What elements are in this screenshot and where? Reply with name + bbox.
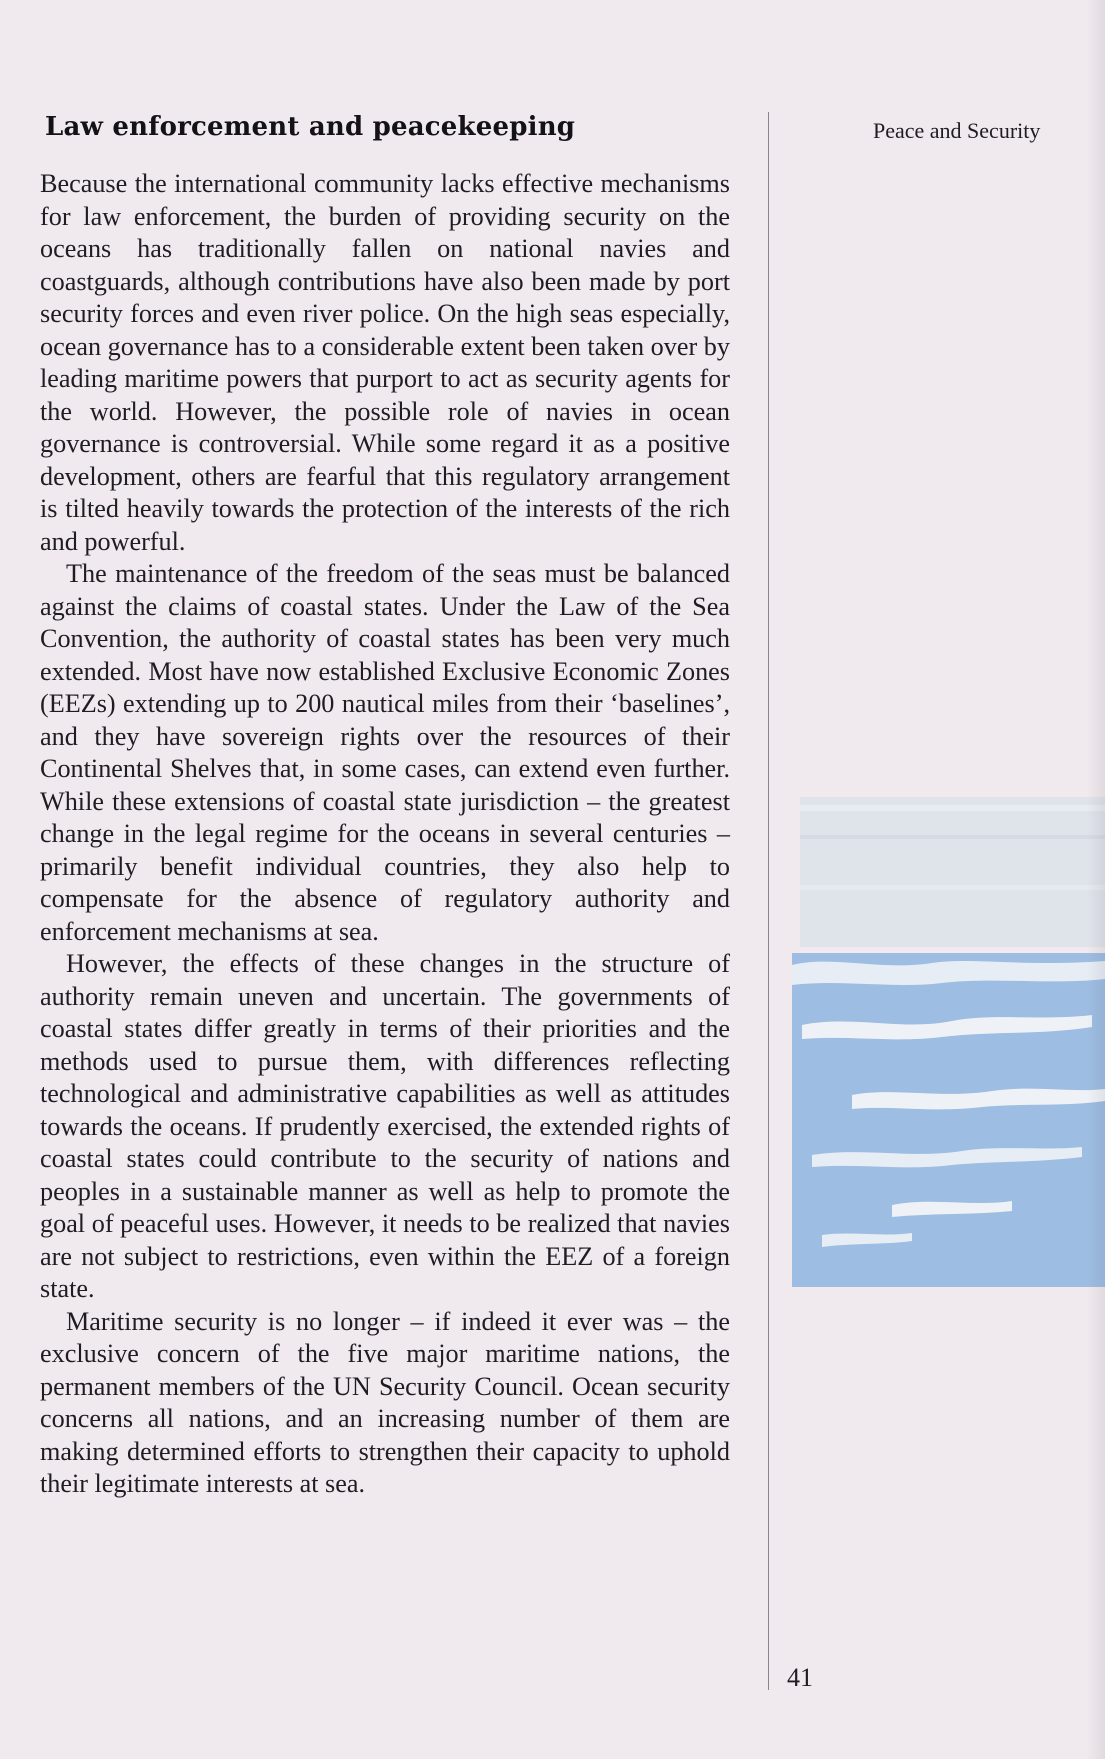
section-heading: Law enforcement and peacekeeping (45, 112, 576, 142)
paragraph-3: However, the effects of these changes in the structure of authority remain uneven and uncertain. The governments of coastal states differ greatly in terms of their priorities and the methods used to pursue them, with differences reflecting technological and administrative capabilities as well as attitudes towards the oceans. If prudently exercised, the extended rights of coastal states could contribute to the security of nations and peoples in a sustainable manner as well as help to promote the goal of peaceful uses. However, it needs to be realized that navies are not subject to restrictions, even within the EEZ of a foreign state. (40, 949, 730, 1303)
main-text-column (40, 112, 730, 1501)
ocean-photo (792, 795, 1105, 1287)
page-edge-shadow (1087, 0, 1105, 1759)
paragraph-2: The maintenance of the freedom of the seas must be balanced against the claims of coastal states. Under the Law of the Sea Convention, the authority of coastal states has been very much extended. Most have now established Exclusive Economic Zones (EEZs) extending up to 200 nautical miles from their ‘baselines’, and they have sovereign rights over the resources of their Continental Shelves that, in some cases, can extend even further. While these extensions of coastal state jurisdiction – the greatest change in the legal regime for the oceans in several centuries – primarily benefit individual countries, they also help to compensate for the absence of regulatory authority and enforcement mechanisms at sea. (40, 559, 730, 946)
paragraph-1: Because the international community lacks effective mechanisms for law enforcement, the burden of providing security on the oceans has traditionally fallen on national navies and coastguards, although contributions have also been made by port security forces and even river police. On the high seas especially, ocean governance has to a considerable extent been taken over by leading maritime powers that purport to act as security agents for the world. However, the possible role of navies in ocean governance is controversial. While some regard it as a positive development, others are fearful that this regulatory arrangement is tilted heavily towards the protection of the interests of the rich and powerful. (40, 169, 730, 556)
page-number: 41 (787, 1663, 813, 1692)
paragraph-4: Maritime security is no longer – if indeed it ever was – the exclusive concern of the five major maritime nations, the permanent members of the UN Security Council. Ocean security concerns all nations, and an increasing number of them are making determined efforts to strengthen their capacity to uphold their legitimate interests at sea. (40, 1306, 730, 1498)
running-head: Peace and Security (873, 118, 1041, 143)
column-divider (768, 112, 769, 1690)
